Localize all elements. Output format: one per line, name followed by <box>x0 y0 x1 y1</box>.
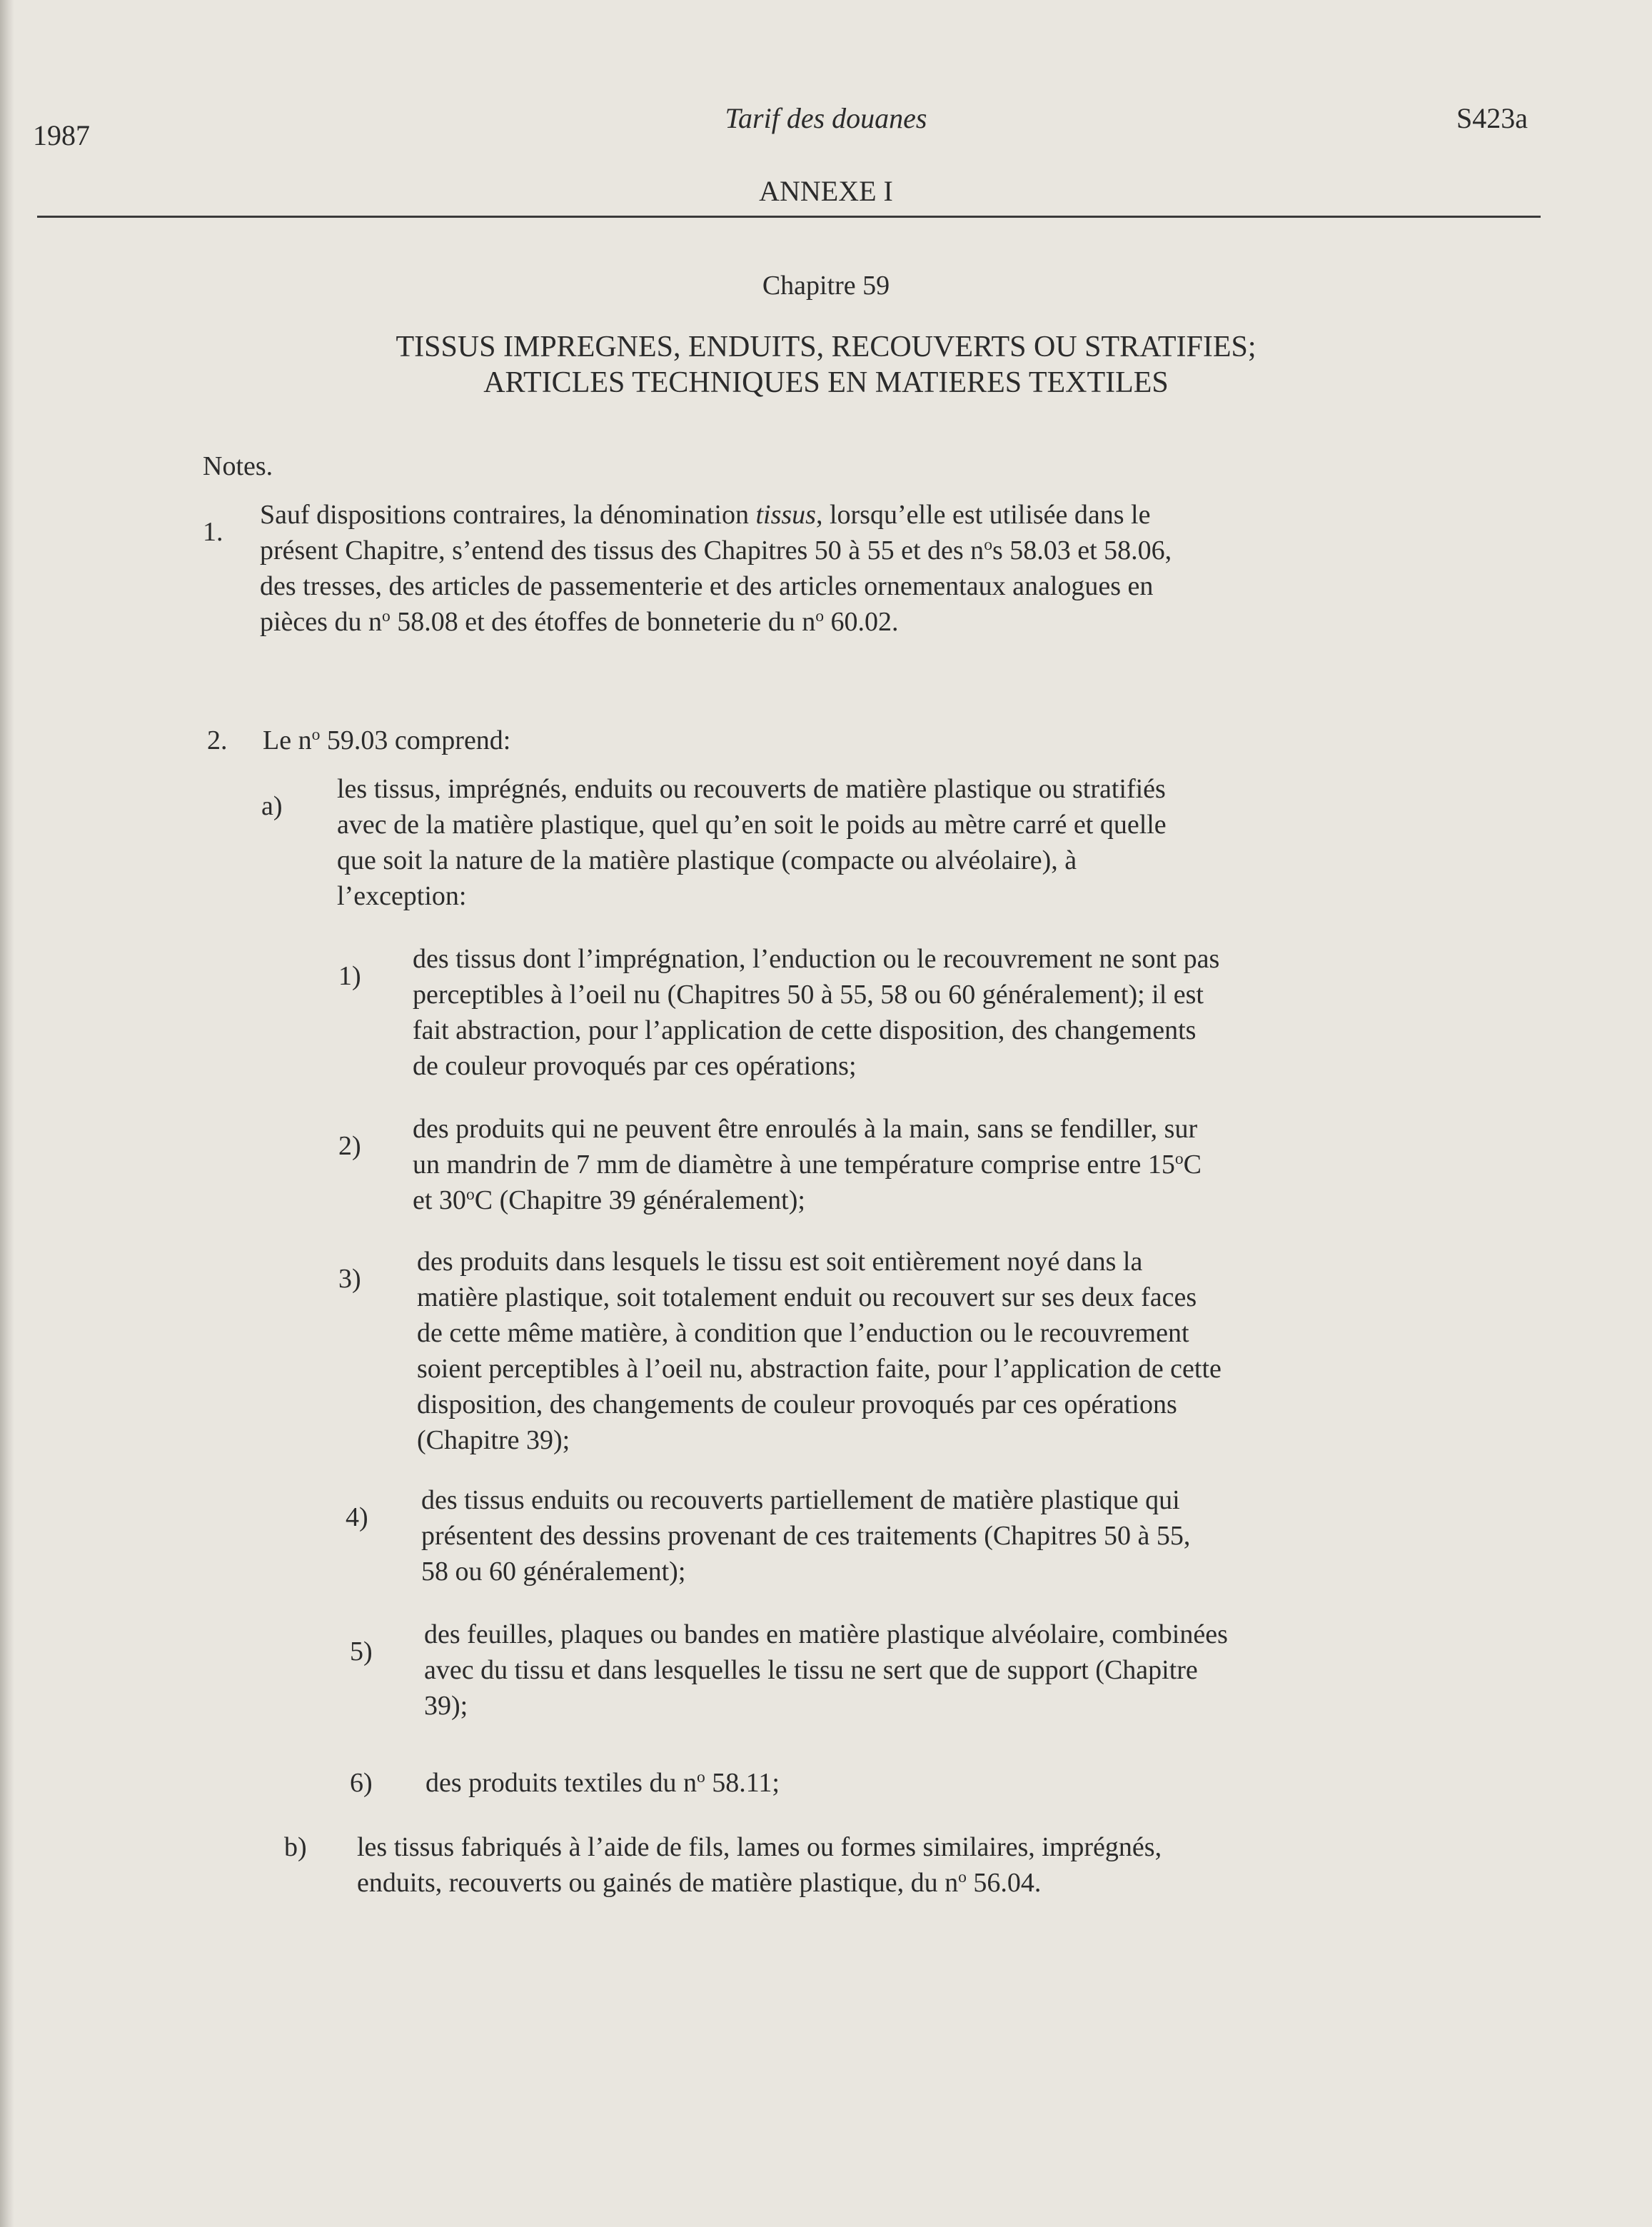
note-2a-text: les tissus, imprégnés, enduits ou recouverts de matière plastique ou stratifiés avec de la matière plastique, quel qu’en soit le poids au mètre carré et quelle que soit la nature de la matière plastique (compacte ou alvéolaire), à l’exception: <box>337 774 1167 911</box>
item-6-text: des produits textiles du $n^o$ 58.11; <box>425 1768 780 1798</box>
note-1-number: 1. <box>203 517 223 547</box>
header-title: Tarif des douanes <box>725 102 927 134</box>
notes-heading: Notes. <box>203 451 273 481</box>
note-2-intro: Le $n^o$ 59.03 comprend: <box>263 725 511 755</box>
item-6-label: 6) <box>350 1768 373 1798</box>
chapter-title-line1: TISSUS IMPREGNES, ENDUITS, RECOUVERTS OU STRATIFIES; <box>396 331 1256 363</box>
item-1-text: des tissus dont l’imprégnation, l’enduction ou le recouvrement ne sont pas perceptibles à l’oeil nu (Chapitres 50 à 55, 58 ou 60 généralement); il est fait abstraction, pour l’application de cette disposition, des changements de couleur provoqués par ces opérations; <box>413 944 1220 1081</box>
annex-label: ANNEXE I <box>759 175 893 207</box>
item-1-label: 1) <box>338 961 361 991</box>
note-2b-label: b) <box>284 1832 307 1862</box>
header-page-code: S423a <box>1456 102 1528 134</box>
note-2-number: 2. <box>207 725 228 755</box>
item-4-label: 4) <box>346 1502 368 1532</box>
chapter-title-line2: ARTICLES TECHNIQUES EN MATIERES TEXTILES <box>483 366 1169 399</box>
item-3-label: 3) <box>338 1264 361 1294</box>
term-tissus: tissus <box>755 500 816 530</box>
item-4-text: des tissus enduits ou recouverts partiellement de matière plastique qui présentent des dessins provenant de ces traitements (Chapitres 50 à 55, 58 ou 60 généralement); <box>421 1485 1191 1587</box>
header-rule <box>37 216 1541 218</box>
item-2-label: 2) <box>338 1131 361 1161</box>
chapter-label: Chapitre 59 <box>762 271 890 301</box>
item-2-text: des produits qui ne peuvent être enroulés à la main, sans se fendiller, sur un mandrin de 7 mm de diamètre à une température comprise entre 15$^o$C et 30$^o$C (Chapitre 39 généralement); <box>413 1114 1202 1215</box>
item-5-label: 5) <box>350 1637 373 1667</box>
header-year: 1987 <box>33 119 90 151</box>
note-2a-label: a) <box>261 791 283 821</box>
note-1-text: Sauf dispositions contraires, la dénomination tissus, lorsqu’elle est utilisée dans le présent Chapitre, s’entend des tissus des Chapitres 50 à 55 et des $n^os$ 58.03 et 58.06, des tresses, des articles de passementerie et des articles ornementaux analogues en pièces du $n^o$ 58.08 et des étoffes de bonneterie du $n^o$ 60.02. <box>260 500 1172 637</box>
note-2b-text: les tissus fabriqués à l’aide de fils, lames ou formes similaires, imprégnés, enduits, recouverts ou gainés de matière plastique, du $n^o$ 56.04. <box>357 1832 1162 1898</box>
item-5-text: des feuilles, plaques ou bandes en matière plastique alvéolaire, combinées avec du tissu et dans lesquelles le tissu ne sert que de support (Chapitre 39); <box>424 1619 1228 1721</box>
item-3-text: des produits dans lesquels le tissu est soit entièrement noyé dans la matière plastique, soit totalement enduit ou recouvert sur ses deux faces de cette même matière, à condition que l’enduction ou le recouvrement soient perceptibles à l’oeil nu, abstraction faite, pour l’application de cette disposition, des changements de couleur provoqués par ces opérations (Chapitre 39); <box>417 1247 1222 1455</box>
